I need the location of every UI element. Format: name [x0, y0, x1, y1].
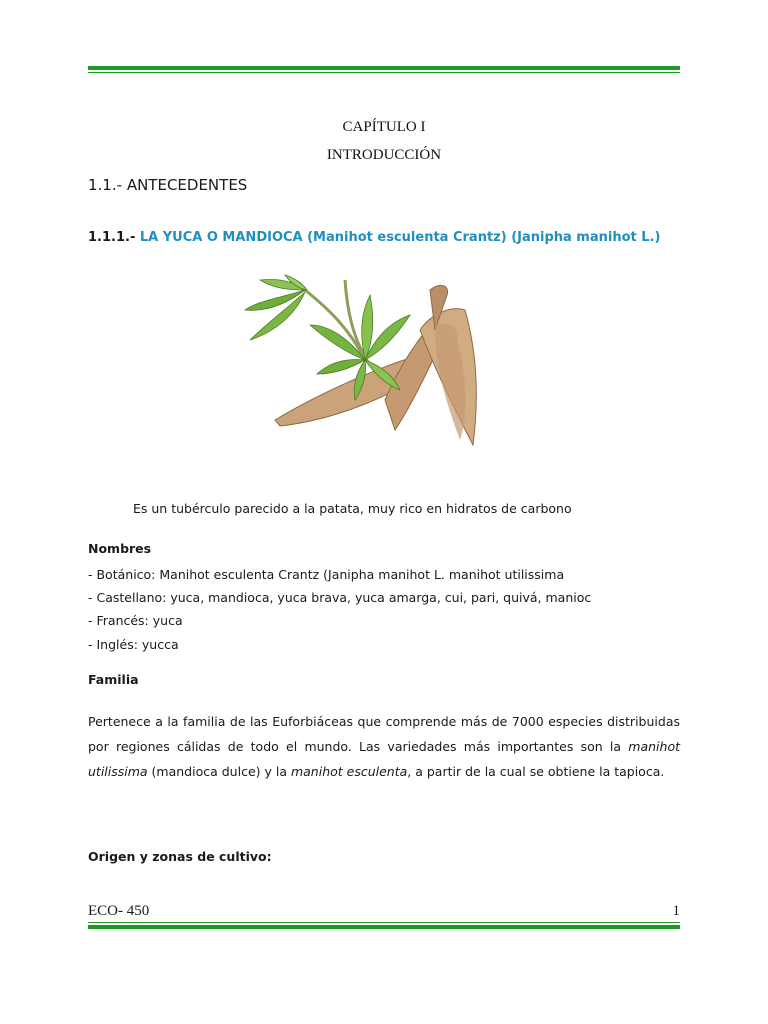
paragraph-text: , a partir de la cual se obtiene la tapioca.	[407, 764, 665, 779]
paragraph-text: (mandioca dulce) y la	[147, 764, 291, 779]
family-paragraph	[88, 709, 680, 784]
names-list	[88, 563, 591, 656]
subsection-number: 1.1.1.-	[88, 230, 136, 245]
list-item: - Botánico: Manihot esculenta Crantz (Janipha manihot L. manihot utilissima	[88, 567, 565, 582]
header-rule	[88, 66, 680, 73]
section-number: 1.1.-	[88, 176, 123, 194]
species-name: manihot utilissima	[88, 739, 680, 779]
list-item: - Castellano: yuca, mandioca, yuca brava, yuca amarga, cui, pari, quivá, manioc	[88, 590, 592, 606]
family-heading: Familia	[88, 672, 139, 687]
list-item: - Inglés: yucca	[88, 636, 179, 652]
chapter-subtitle: INTRODUCCIÓN	[326, 147, 442, 163]
names-heading: Nombres	[88, 541, 152, 556]
paragraph-text: Pertenece a la familia de las Euforbiáceas que comprende más de 7000 especies distribuidas por regiones cálidas de todo el mundo. Las variedades más importantes son la	[88, 714, 680, 754]
cassava-illustration	[235, 270, 505, 460]
footer-course: ECO- 450	[88, 903, 150, 919]
list-item: - Francés: yuca	[88, 613, 183, 629]
subsection-title: LA YUCA O MANDIOCA (Manihot esculenta Crantz) (Janipha manihot L.)	[139, 230, 661, 245]
chapter-title: CAPÍTULO I	[342, 119, 426, 135]
page-number: 1	[672, 903, 680, 919]
origin-heading: Origen y zonas de cultivo:	[88, 849, 272, 864]
species-name: manihot esculenta	[290, 764, 408, 779]
footer-rule	[88, 922, 680, 929]
figure-caption: Es un tubérculo parecido a la patata, muy rico en hidratos de carbono	[133, 501, 572, 516]
section-title: ANTECEDENTES	[126, 176, 248, 194]
subsection-heading	[88, 230, 660, 245]
section-heading	[88, 176, 247, 194]
